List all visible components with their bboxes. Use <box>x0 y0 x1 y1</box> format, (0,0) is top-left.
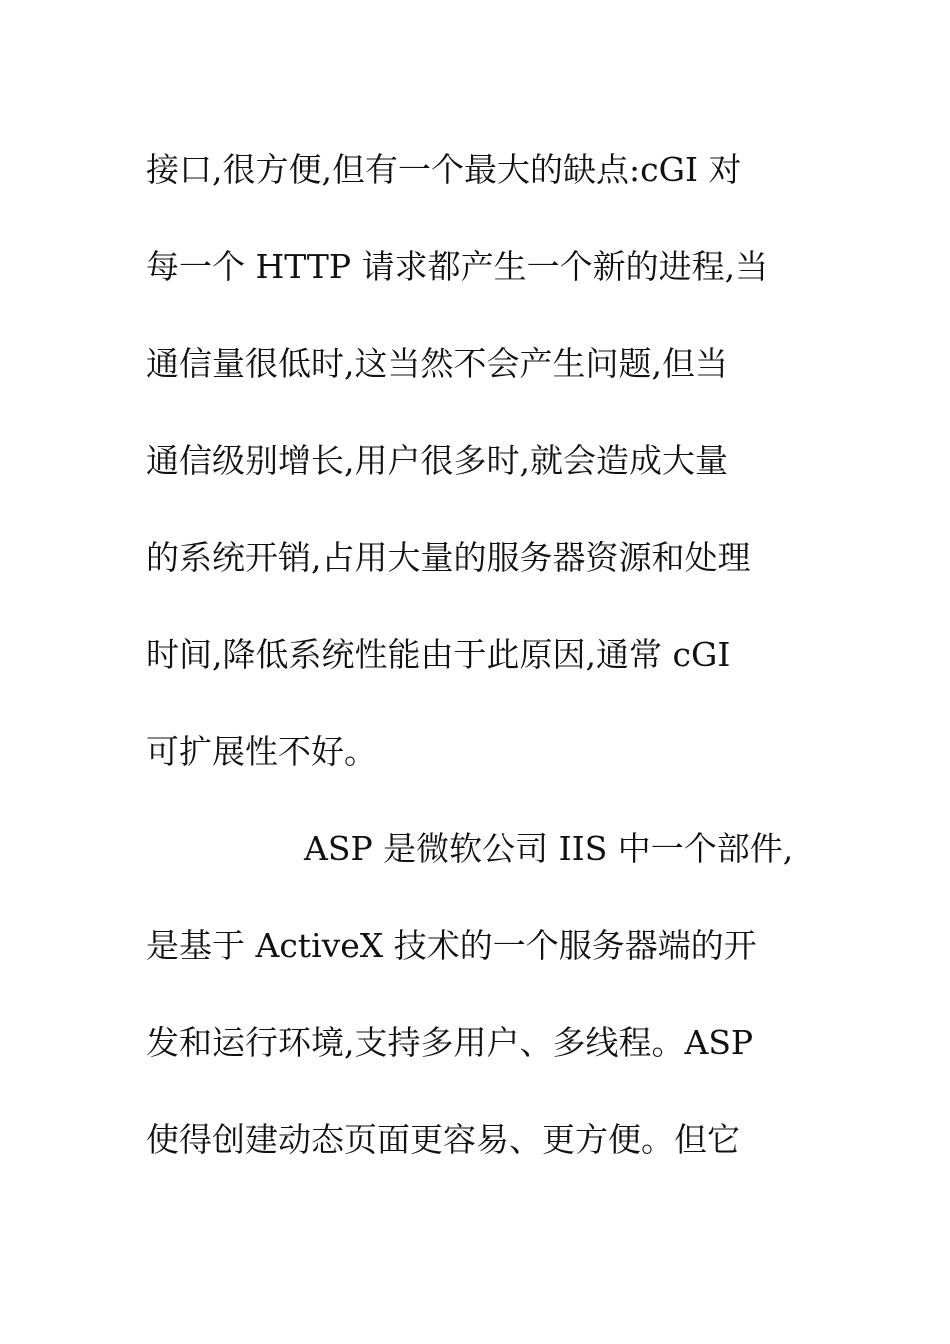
text-line: 每一个 HTTP 请求都产生一个新的进程,当 <box>146 247 769 286</box>
paragraph-first-line: ASP 是微软公司 IIS 中一个部件, <box>304 829 794 868</box>
text-line: 接口,很方便,但有一个最大的缺点:cGI 对 <box>146 150 742 189</box>
text-line: 使得创建动态页面更容易、更方便。但它 <box>146 1120 740 1159</box>
text-line: 发和运行环境,支持多用户、多线程。ASP <box>146 1023 754 1062</box>
text-line: 是基于 ActiveX 技术的一个服务器端的开 <box>146 926 757 965</box>
text-line: 可扩展性不好。 <box>146 732 377 771</box>
text-line: 通信量很低时,这当然不会产生问题,但当 <box>146 344 728 383</box>
text-line: 时间,降低系统性能由于此原因,通常 cGI <box>146 635 731 674</box>
text-line: 通信级别增长,用户很多时,就会造成大量 <box>146 441 728 480</box>
text-line: 的系统开销,占用大量的服务器资源和处理 <box>146 538 751 577</box>
body-text <box>146 121 806 1188</box>
